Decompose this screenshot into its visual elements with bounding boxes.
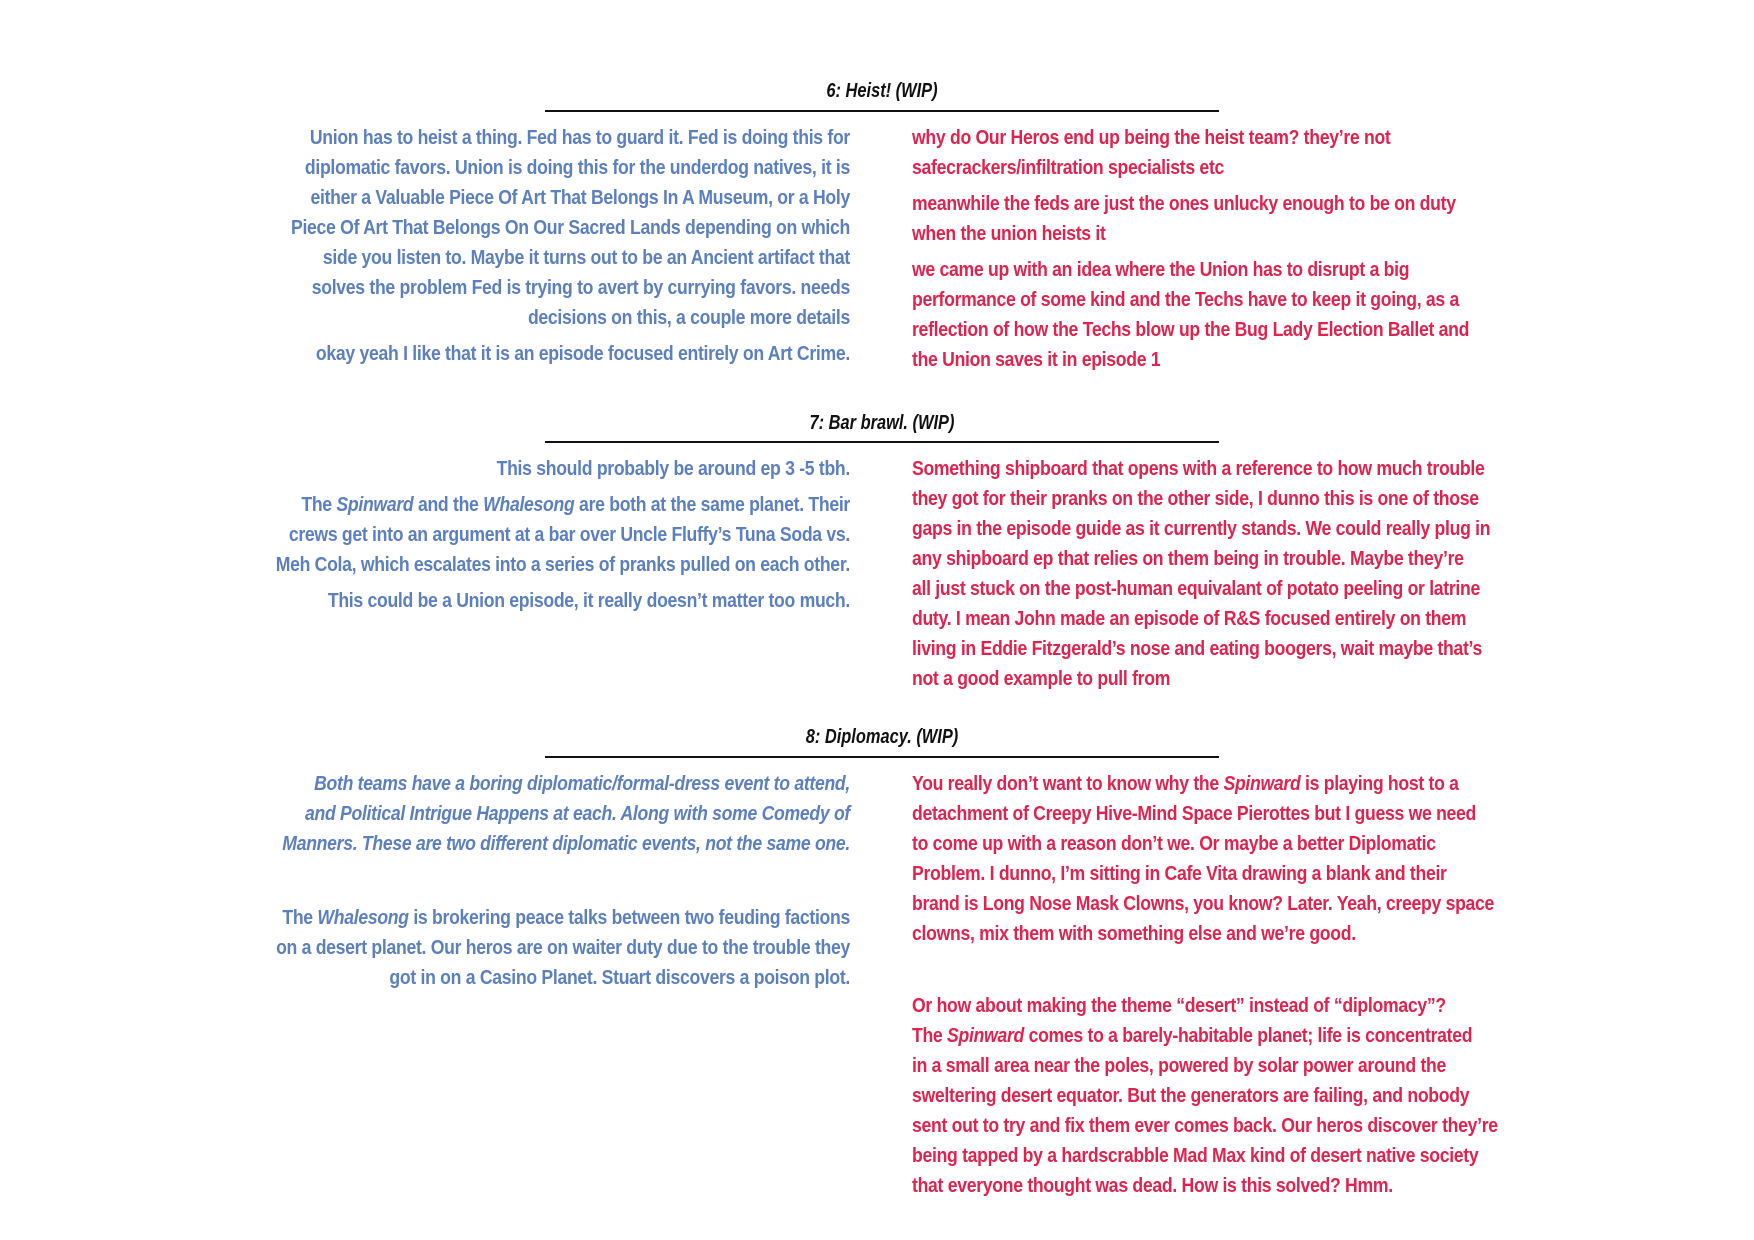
section-6-right-column — [912, 123, 1600, 375]
section-6-left-note-1: Union has to heist a thing. Fed has to guard it. Fed is doing this for diplomatic favors. Union is doing this for the underdog natives, it is either a Valuable Piece Of Art That Belongs In A Museum, or a Holy Piece Of Art That Belongs On Our Sacred Lands depending on which side you listen to. Maybe it turns out to be an Ancient artifact that solves the problem Fed is trying to avert by currying favors. needs decisions on this, a couple more details — [290, 126, 850, 329]
section-8-right-note-1 — [912, 769, 1600, 949]
section-8-right-note-2-c: comes to a barely-habitable planet; life is concentrated in a small area near the poles, powered by solar power around the sweltering desert equator. But the generators are failing, and nobody sent out to try and fix them ever comes back. Our heros discover they’re being tapped by a hardscrabble Mad Max kind of desert native society that everyone thought was dead. How is this solved? Hmm. — [912, 1024, 1498, 1197]
section-6-left-note-2: okay yeah I like that it is an episode focused entirely on Art Crime. — [315, 342, 850, 365]
section-8-right-note-1-c: is playing host to a detachment of Creepy Hive-Mind Space Pierottes but I guess we need to come up with a reason don’t we. Or maybe a better Diplomatic Problem. I dunno, I’m sitting in Cafe Vita drawing a blank and their brand is Long Nose Mask Clowns, you know? Later. Yeah, creepy space clowns, mix them with something else and we’re good. — [912, 772, 1495, 945]
section-6-left-column — [162, 123, 850, 369]
section-7-left-column — [162, 454, 850, 616]
section-7-left-note-1: This should probably be around ep 3 -5 tbh. — [496, 457, 850, 480]
section-8-divider — [545, 756, 1219, 758]
section-6-title: 6: Heist! (WIP) — [826, 80, 938, 102]
section-6-divider — [545, 110, 1219, 112]
ship-name-spinward: Spinward — [947, 1024, 1024, 1047]
section-7-right-column — [912, 454, 1600, 694]
section-8-right-column — [912, 769, 1600, 1201]
section-7-left-note-2 — [162, 490, 850, 580]
ship-name-whalesong: Whalesong — [483, 493, 575, 516]
section-8-right-note-2-a: Or how about making the theme “desert” instead of “diplomacy”? The — [912, 994, 1446, 1047]
section-8-right-note-1-a: You really don’t want to know why the — [912, 772, 1224, 795]
section-7-left-note-2-a: The — [301, 493, 337, 516]
section-8-left-note-2-a: The — [282, 906, 318, 929]
section-8-left-column — [162, 769, 850, 993]
section-8-title: 8: Diplomacy. (WIP) — [805, 726, 959, 748]
section-7-left-note-2-c: are both at the same planet. Their crews get into an argument at a bar over Uncle Fluffy’s Tuna Soda vs. Meh Cola, which escalates into a series of pranks pulled on each other. — [275, 493, 850, 576]
section-6-right-note-3: we came up with an idea where the Union has to disrupt a big performance of some kind and the Techs have to keep it going, as a reflection of how the Techs blow up the Bug Lady Election Ballet and the Union saves it in episode 1 — [912, 258, 1470, 371]
section-7-left-note-2-b: and the — [413, 493, 484, 516]
section-6-right-note-1: why do Our Heros end up being the heist team? they’re not safecrackers/infiltration specialists etc — [912, 126, 1391, 179]
ship-name-spinward: Spinward — [1223, 772, 1301, 795]
section-8-left-note-2 — [162, 903, 850, 993]
section-7-left-note-3: This could be a Union episode, it really doesn’t matter too much. — [327, 589, 850, 612]
ship-name-whalesong: Whalesong — [317, 906, 409, 929]
section-7-divider — [545, 441, 1219, 443]
section-7-right-note-1: Something shipboard that opens with a reference to how much trouble they got for their pranks on the other side, I dunno this is one of those gaps in the episode guide as it currently stands. We could really plug in any shipboard ep that relies on them being in trouble. Maybe they’re all just stuck on the post-human equivalant of potato peeling or latrine duty. I mean John made an episode of R&S focused entirely on them living in Eddie Fitzgerald’s nose and eating boogers, wait maybe that’s not a good example to pull from — [912, 457, 1491, 690]
section-8-right-note-2 — [912, 991, 1600, 1201]
section-6-right-note-2: meanwhile the feds are just the ones unlucky enough to be on duty when the union heists it — [912, 192, 1456, 245]
section-7-title: 7: Bar brawl. (WIP) — [809, 412, 955, 434]
section-8-left-note-2-c: is brokering peace talks between two feuding factions on a desert planet. Our heros are on waiter duty due to the trouble they got in on a Casino Planet. Stuart discovers a poison plot. — [276, 906, 850, 989]
section-8-left-note-1: Both teams have a boring diplomatic/formal-dress event to attend, and Political Intrigue Happens at each. Along with some Comedy of Manners. These are two different diplomatic events, not the same one. — [282, 772, 850, 855]
ship-name-spinward: Spinward — [336, 493, 414, 516]
